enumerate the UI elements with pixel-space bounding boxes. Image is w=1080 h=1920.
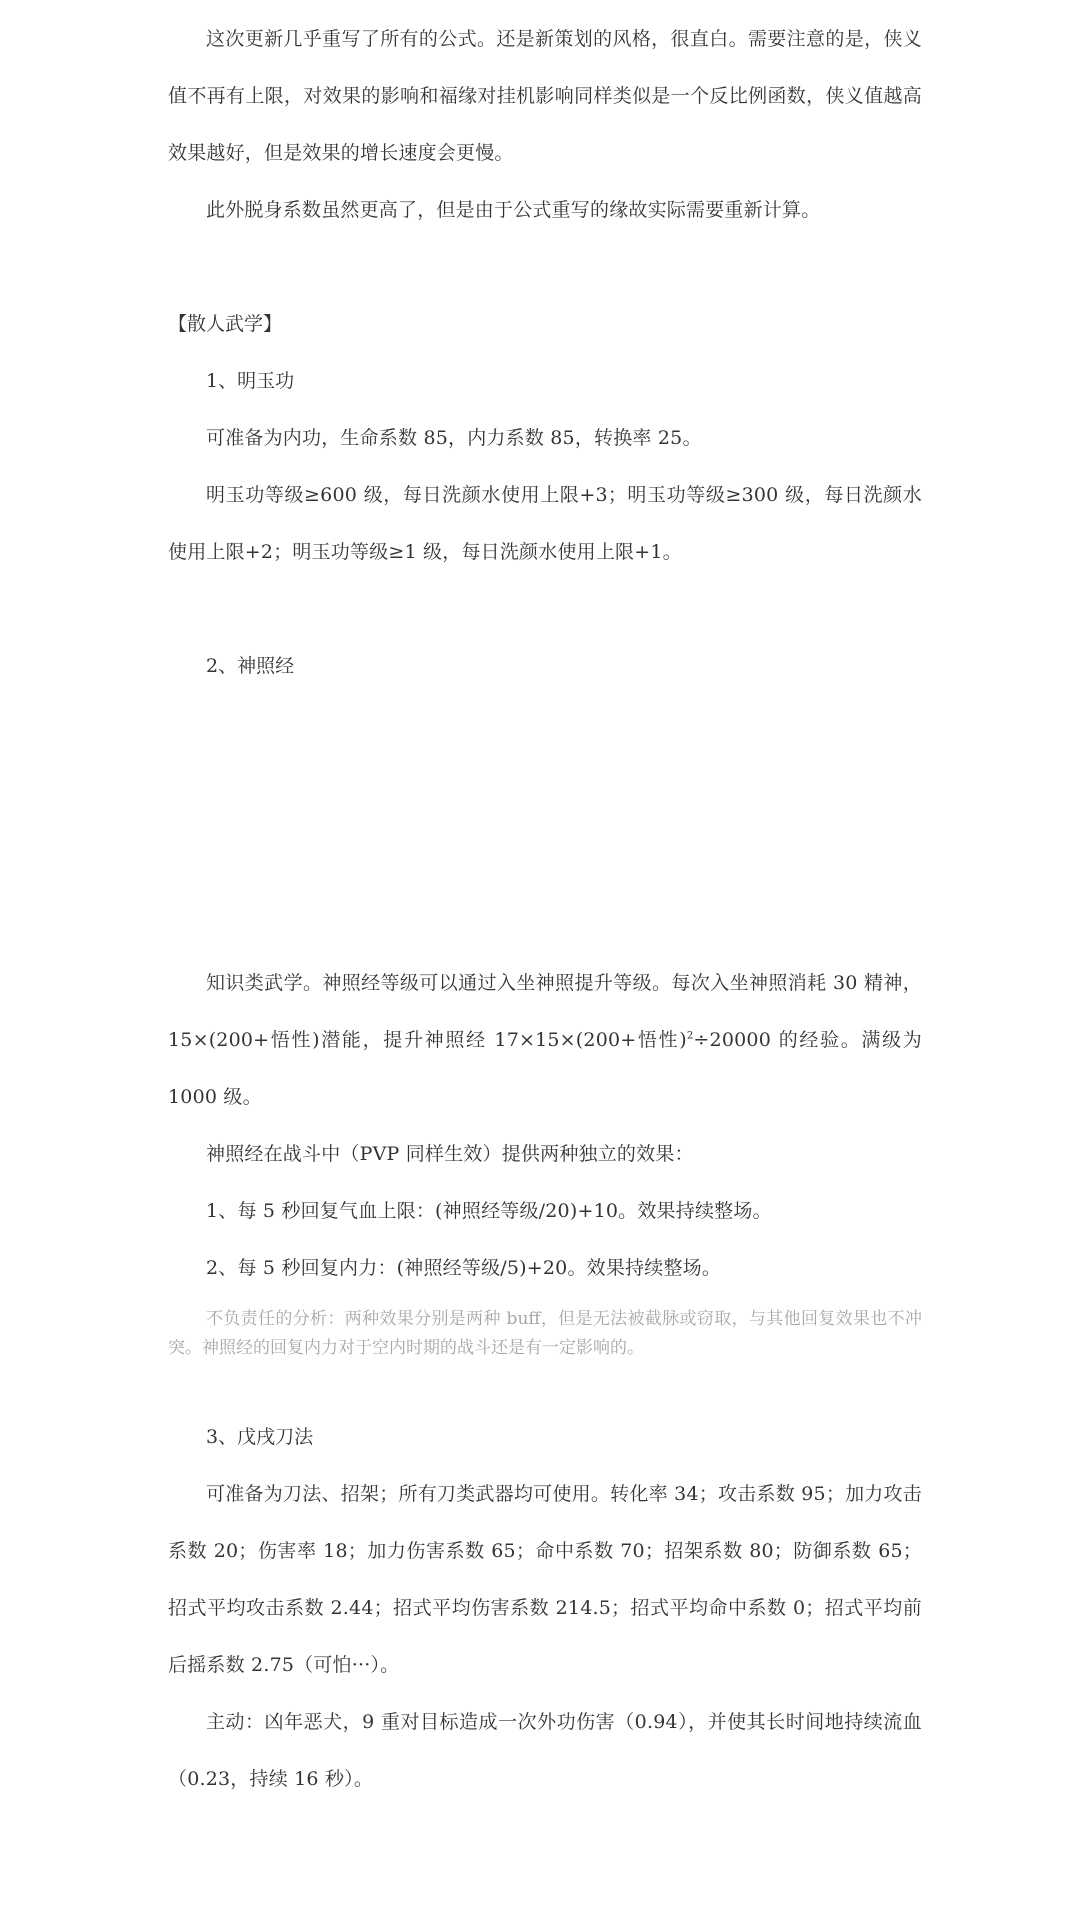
item2-paragraph-2: 神照经在战斗中（PVP 同样生效）提供两种独立的效果： (206, 1143, 694, 1165)
intro-paragraph-1: 这次更新几乎重写了所有的公式。还是新策划的风格，很直白。需要注意的是，侠义值不再有上限，对效果的影响和福缘对挂机影响同样类似是一个反比例函数，侠义值越高效果越好，但是效果的增长速度会更慢。 (168, 28, 922, 164)
item2-paragraph-1-text-b: ÷20000 的经验。满级为 1000 级。 (168, 1029, 922, 1108)
section-title: 【散人武学】 (168, 313, 283, 335)
item3-paragraph-1: 可准备为刀法、招架；所有刀类武器均可使用。转化率 34；攻击系数 95；加力攻击系数 20；伤害率 18；加力伤害系数 65；命中系数 70；招架系数 80；防御系数 65；招式平均攻击系数 2.44；招式平均伤害系数 214.5；招式平均命中系数 0；招式平均前后摇系数 2.75（可怕···）。 (168, 1483, 922, 1676)
intro-paragraph-2: 此外脱身系数虽然更高了，但是由于公式重写的缘故实际需要重新计算。 (206, 199, 821, 221)
item2-effect-2: 2、每 5 秒回复内力：(神照经等级/5)+20。效果持续整场。 (206, 1257, 722, 1279)
item3-paragraph-2: 主动：凶年恶犬，9 重对目标造成一次外功伤害（0.94），并使其长时间地持续流血（0.23，持续 16 秒）。 (168, 1711, 922, 1790)
blank-image-area (168, 695, 922, 955)
item1-title: 1、明玉功 (206, 370, 295, 392)
item2-analysis-note: 不负责任的分析：两种效果分别是两种 buff，但是无法被截脉或窃取，与其他回复效果也不冲突。神照经的回复内力对于空内时期的战斗还是有一定影响的。 (168, 1309, 922, 1358)
item2-paragraph-1-text-a: 知识类武学。神照经等级可以通过入坐神照提升等级。每次入坐神照消耗 30 精神，15×(200+悟性)潜能，提升神照经 17×15×(200+悟性) (168, 972, 922, 1051)
article-body (168, 0, 922, 1808)
item1-paragraph-2: 明玉功等级≥600 级，每日洗颜水使用上限+3；明玉功等级≥300 级，每日洗颜水使用上限+2；明玉功等级≥1 级，每日洗颜水使用上限+1。 (168, 484, 922, 563)
item1-paragraph-1: 可准备为内功，生命系数 85，内力系数 85，转换率 25。 (206, 427, 702, 449)
item2-paragraph-1 (168, 955, 922, 1126)
item2-title: 2、神照经 (206, 655, 295, 677)
item2-effect-1: 1、每 5 秒回复气血上限：(神照经等级/20)+10。效果持续整场。 (206, 1200, 772, 1222)
item3-title: 3、戊戌刀法 (206, 1426, 314, 1448)
superscript-two: 2 (686, 1030, 694, 1042)
